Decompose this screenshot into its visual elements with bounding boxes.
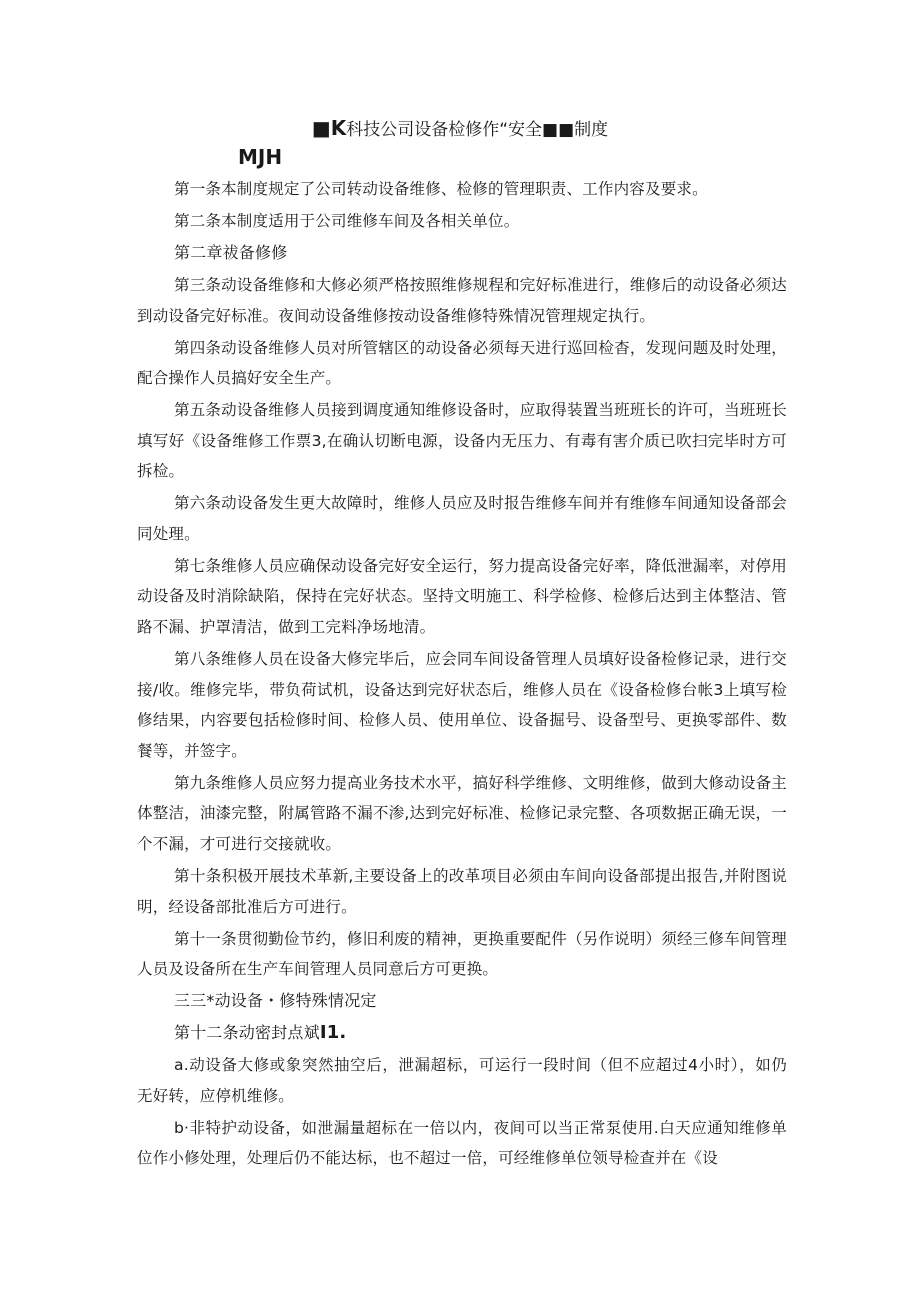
title-prefix: ■K xyxy=(311,116,347,140)
clause-b: b·非特护动设备，如泄漏量超标在一倍以内，夜间可以当正常泵使用.白天应通知维修单位作小修处理，处理后仍不能达标，也不超过一倍，可经维修单位领导检查并在《设 xyxy=(137,1118,787,1168)
article-12-tail: I1. xyxy=(319,1022,347,1044)
article-4: 第四条动设备维修人员对所管辖区的动设备必须每天进行巡回检杳，发现问题及时处理，配合操作人员搞好安全生产。 xyxy=(137,338,787,388)
clause-a: a.动设备大修或象突然抽空后，泄漏超标，可运行一段时间（但不应超过4小时），如仍无好转，应停机维修。 xyxy=(137,1056,787,1105)
chapter-3-heading: 三三*动设备・修特殊情况定 xyxy=(174,991,377,1011)
article-3: 第三条动设备维修和大修必须严格按照维修规程和完好标准进行，维修后的动设备必须达到动设备完好标准。夜间动设备维修按动设备维修特殊情况管理规定执行。 xyxy=(137,275,787,325)
document-title xyxy=(0,114,920,144)
article-7: 第七条维修人员应确保动设备完好安全运行，努力提高设备完好率，降低泄漏率，对停用动设备及时消除缺陷，保持在完好状态。坚持文明施工、科学检修、检修后达到主体整洁、管路不漏、护罩清洁，做到工完料净场地清。 xyxy=(137,556,787,637)
title-text: 科技公司设备检修作“安全■■制度 xyxy=(346,120,609,140)
article-12-text: 第十二条动密封点斌 xyxy=(174,1023,320,1043)
article-2: 第二条本制度适用于公司维修车间及各相关单位。 xyxy=(174,211,520,230)
article-12-heading xyxy=(137,1018,787,1049)
article-6: 第六条动设备发生更大故障时，维修人员应及时报告维修车间并有维修车间通知设备部会同处理。 xyxy=(137,494,787,543)
document-subtitle: MJH xyxy=(238,145,283,169)
article-11: 第十一条贯彻勤俭节约，修旧利废的精神，更换重要配件（另作说明）须经三修车间管理人员及设备所在生产车间管理人员同意后方可更换。 xyxy=(137,929,787,979)
chapter-2-heading: 第二章祓备修修 xyxy=(174,242,288,262)
article-1: 第一条本制度规定了公司转动设备维修、检修的管理职责、工作内容及要求。 xyxy=(174,180,708,198)
document-body xyxy=(137,174,787,1175)
article-9: 第九条维修人员应努力提高业务技术水平，搞好科学维修、文明维修，做到大修动设备主体整洁，油漆完整，附属管路不漏不渗,达到完好标准、检修记录完整、各项数据正确无误，一个不漏，才可进行交接就收。 xyxy=(137,773,787,853)
article-5: 第五条动设备维修人员接到调度通知维修设备时，应取得装置当班班长的许可，当班班长填写好《设备维修工作票3,在确认切断电源，设备内无压力、有毒有害介质已吹扫完毕时方可拆检。 xyxy=(137,401,787,481)
article-10: 第十条积极开展技术革新,主要设备上的改革项目必须由车间向设备部提出报告,并附图说明，经设备部批准后方可进行。 xyxy=(137,866,787,916)
article-8: 第八条维修人员在设备大修完毕后，应会同车间设备管理人员填好设备检修记录，进行交接/收。维修完毕，带负荷试机，设备达到完好状态后，维修人员在《设备检修台帐3上填写检修结果，内容要包括检修时间、检修人员、使用单位、设备掘号、设备型号、更换零部件、数餐等，并签字。 xyxy=(137,650,787,760)
